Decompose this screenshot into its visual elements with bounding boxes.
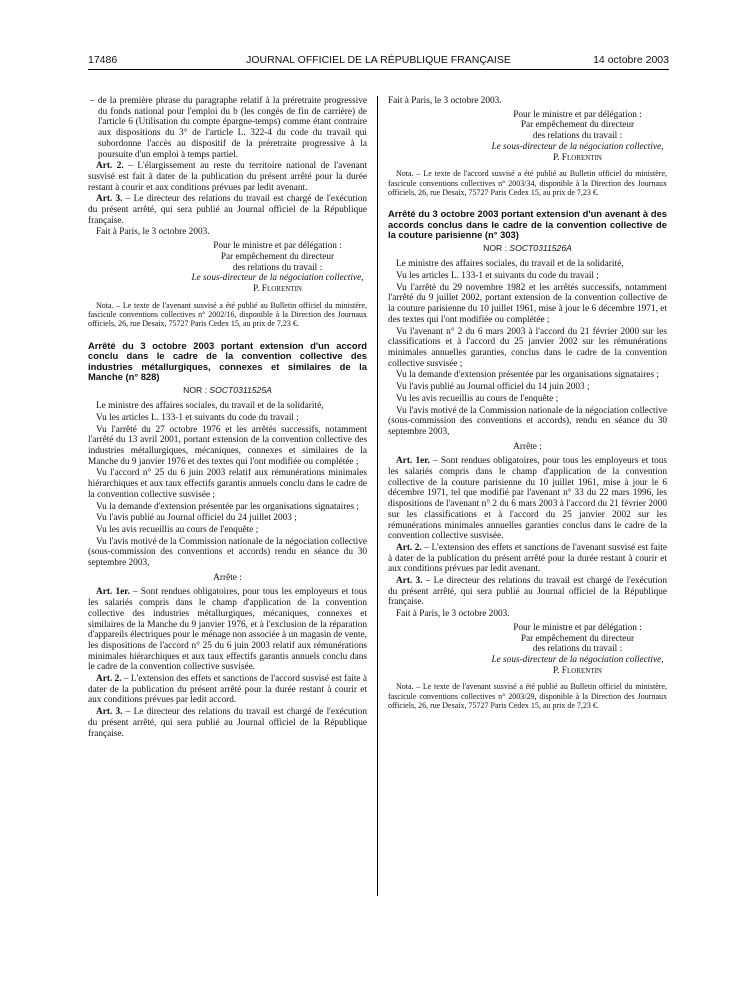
signature-block xyxy=(488,623,667,677)
nor-reference xyxy=(388,243,667,254)
nor-label: NOR : xyxy=(183,384,210,395)
visa-line: Vu l'avis publié au Journal officiel du 24 juillet 2003 ; xyxy=(96,513,297,524)
page-header xyxy=(88,54,669,68)
nor-code: SOCT0311526A xyxy=(509,242,572,253)
visa-line: Vu les articles L. 133-1 et suivants du code du travail ; xyxy=(396,271,599,282)
signature-block xyxy=(488,110,667,164)
page-number: 17486 xyxy=(88,54,118,66)
nor-label: NOR : xyxy=(483,242,510,253)
article-2 xyxy=(88,674,367,706)
visa-line: Vu l'avis publié au Journal officiel du 14 juin 2003 ; xyxy=(396,382,590,393)
article-2 xyxy=(88,161,367,193)
fait-a-paris: Fait à Paris, le 3 octobre 2003. xyxy=(388,96,502,106)
visa-line: Vu les avis recueillis au cours de l'enquête ; xyxy=(396,393,559,404)
visa-line: Le ministre des affaires sociales, du travail et de la solidarité, xyxy=(396,259,624,270)
decree-heading: Arrêté du 3 octobre 2003 portant extension d'un accord conclu dans le cadre de la convention collective des industries métallurgiques, connexes et similaires de la Manche (n° 828) xyxy=(88,339,367,383)
visa-line: Vu les articles L. 133-1 et suivants du code du travail ; xyxy=(96,412,299,423)
signature-block xyxy=(188,241,367,295)
fait-a-paris: Fait à Paris, le 3 octobre 2003. xyxy=(96,227,210,238)
article-label: Art. 2. xyxy=(96,674,122,685)
article-2 xyxy=(388,543,667,575)
article-label: Art. 3. xyxy=(96,707,123,718)
visa-line: Vu les avis recueillis au cours de l'enquête ; xyxy=(96,524,259,535)
arrete-label: Arrête : xyxy=(513,441,542,452)
nor-code: SOCT0311525A xyxy=(209,384,272,395)
visa-line: Vu l'avis motivé de la Commission nationale de la négociation collective (sous-commission des conventions et accords), rendu en séance du 30 septembre 2003, xyxy=(388,405,667,437)
signature-line: des relations du travail : xyxy=(532,131,623,142)
article-label: Art. 3. xyxy=(96,194,123,205)
right-column xyxy=(388,96,667,711)
article-3 xyxy=(388,576,667,608)
visa-line: Vu l'avis motivé de la Commission nationale de la négociation collective (sous-commission des conventions et accords) rendu en séance du 30 septembre 2003, xyxy=(88,536,367,569)
left-column xyxy=(88,96,367,740)
signature-title: Le sous-directeur de la négociation collective, xyxy=(491,141,664,152)
article-text: – Le directeur des relations du travail est chargé de l'exécution du présent arrêté, qui sera publié au Journal officiel de la République française. xyxy=(388,576,668,608)
issue-date: 14 octobre 2003 xyxy=(593,54,669,66)
signature-line: Pour le ministre et par délégation : xyxy=(213,241,342,252)
signature-title: Le sous-directeur de la négociation collective, xyxy=(491,654,664,665)
arrete-label: Arrête : xyxy=(213,572,242,583)
article-label: Art. 3. xyxy=(396,576,423,587)
nota-note: Nota. – Le texte de l'accord susvisé a été publié au Bulletin officiel du ministère, fascicule conventions collectives n° 2003/34, disponible à la Direction des Journaux officiels, 26, rue Desaix, 75727 Paris Cedex 15, au prix de 7,23 €. xyxy=(388,169,667,198)
visa-line: Vu l'arrêté du 29 novembre 1982 et les arrêtés successifs, notamment l'arrêté du 9 juillet 2002, portant extension de la convention collective de la couture parisienne du 10 juillet 1961, mise à jour le 6 décembre 1971, et des textes qui l'ont modifiée ou complétée ; xyxy=(388,282,667,325)
article-label: Art. 1er. xyxy=(96,587,130,598)
article-label: Art. 2. xyxy=(96,161,124,172)
visa-line: Vu l'accord n° 25 du 6 juin 2003 relatif aux rémunérations minimales hiérarchiques et aux taux effectifs garantis annuels conclu dans le cadre de la convention collective susvisée ; xyxy=(88,468,367,500)
article-1 xyxy=(88,587,367,673)
header-rule xyxy=(88,69,669,70)
visa-line: Le ministre des affaires sociales, du travail et de la solidarité, xyxy=(96,401,324,412)
nota-note: Nota. – Le texte de l'avenant susvisé a été publié au Bulletin officiel du ministère, fascicule conventions collectives n° 2003/29, disponible à la Direction des Journaux officiels, 26, rue Desaix, 75727 Paris Cedex 15, au prix de 7,23 €. xyxy=(388,682,667,711)
signatory-name: P. Florentin xyxy=(553,665,602,676)
article-label: Art. 1er. xyxy=(396,456,430,467)
article-text: – Le directeur des relations du travail est chargé de l'exécution du présent arrêté, qui sera publié au Journal officiel de la République française. xyxy=(88,707,368,739)
nota-note: Nota. – Le texte de l'avenant susvisé a été publié au Bulletin officiel du ministère, fascicule conventions collectives n° 2002/16, disponible à la Direction des Journaux officiels, 26, rue Desaix, 75727 Paris Cedex 15, au prix de 7,23 €. xyxy=(88,300,367,329)
signatory-name: P. Florentin xyxy=(253,283,302,294)
signature-line: des relations du travail : xyxy=(232,262,323,273)
signature-line: Pour le ministre et par délégation : xyxy=(513,622,642,633)
article-text: – Le directeur des relations du travail est chargé de l'exécution du présent arrêté, qui sera publié au Journal officiel de la République française. xyxy=(88,194,368,226)
decree-heading: Arrêté du 3 octobre 2003 portant extension d'un avenant à des accords conclus dans le cadre de la convention collective de la couture parisienne (n° 303) xyxy=(388,208,667,241)
visa-line: Vu la demande d'extension présentée par les organisations signataires ; xyxy=(396,370,659,381)
article-text: – L'élargissement au reste du territoire national de l'avenant susvisé est fait à dater de la publication du présent arrêté pour la durée restant à courir et aux conditions prévues par ledit avenant. xyxy=(88,161,367,193)
signature-line: Par empêchement du directeur xyxy=(520,633,635,644)
article-text: – L'extension des effets et sanctions de l'accord susvisé est faite à dater de la publication du présent arrêté pour la durée restant à courir et aux conditions prévues par ledit accord. xyxy=(88,674,368,706)
article-3 xyxy=(88,194,367,226)
fait-a-paris: Fait à Paris, le 3 octobre 2003. xyxy=(396,609,510,620)
article-text: – Sont rendues obligatoires, pour tous les employeurs et tous les salariés compris dans le champ d'application de la convention collective de la couture parisienne du 10 juillet 1961, mise à jour le 6 décembre 1971, tel que modifié par l'avenant n° 33 du 22 mars 1996, les dispositions de l'avenant n° 2 du 6 mars 2003 à l'accord du 21 février 2000 sur les classifications et à l'accord du 25 janvier 2002 sur les rémunérations minimales annuelles garanties conclus dans le cadre de la convention collective susvisée. xyxy=(388,456,667,542)
visa-line: Vu la demande d'extension présentée par les organisations signataires ; xyxy=(96,501,359,512)
signature-line: Par empêchement du directeur xyxy=(520,120,635,131)
visa-line: Vu l'arrêté du 27 octobre 1976 et les arrêtés successifs, notamment l'arrêté du 13 avril 2001, portant extension de la convention collective des industries métallurgiques, mécaniques, connexes et similaires de la Manche du 9 janvier 1976 et des textes qui l'ont modifiée ou complétée ; xyxy=(88,424,367,467)
signature-line: Par empêchement du directeur xyxy=(220,251,335,262)
article-text: – Sont rendues obligatoires, pour tous les employeurs et tous les salariés compris dans le champ d'application de la convention collective des industries métallurgiques, mécaniques, connexes et similaires de la Manche du 9 janvier 1976, et à l'exclusion de la réparation d'appareils électriques pour le ménage non associée à un magasin de vente, les dispositions de l'accord n° 25 du 6 juin 2003 relatif aux rémunérations minimales hiérarchiques et aux taux effectifs garantis annuels conclu dans le cadre de la convention collective susvisée. xyxy=(88,587,367,673)
signature-line: des relations du travail : xyxy=(532,644,623,655)
signatory-name: P. Florentin xyxy=(553,152,602,163)
article-label: Art. 2. xyxy=(396,542,422,553)
article-3 xyxy=(88,707,367,739)
nor-reference xyxy=(88,385,367,396)
signature-line: Pour le ministre et par délégation : xyxy=(513,109,642,120)
dash-item: – de la première phrase du paragraphe relatif à la préretraite progressive du fonds national pour l'emploi du b (les congés de fin de carrière) de l'article 6 (Utilisation du compte épargne-temps) comme étant contraire aux dispositions du 3° de l'article L. 322-4 du code du travail qui subordonne l'accès au dispositif de la préretraite progressive à la poursuite d'un emploi à temps partiel. xyxy=(90,96,367,160)
visa-line: Vu l'avenant n° 2 du 6 mars 2003 à l'accord du 21 février 2000 sur les classifications et à l'accord du 25 janvier 2002 sur les rémunérations minimales annuelles garanties, conclus dans le cadre de la convention collective susvisée ; xyxy=(388,326,667,369)
column-divider xyxy=(377,96,378,896)
article-text: – L'extension des effets et sanctions de l'avenant susvisé est faite à dater de la publication du présent arrêté pour la durée restant à courir et aux conditions prévues par ledit avenant. xyxy=(388,542,667,575)
journal-title: JOURNAL OFFICIEL DE LA RÉPUBLIQUE FRANÇAISE xyxy=(246,54,511,66)
article-1 xyxy=(388,456,667,542)
signature-title: Le sous-directeur de la négociation collective, xyxy=(191,273,364,284)
